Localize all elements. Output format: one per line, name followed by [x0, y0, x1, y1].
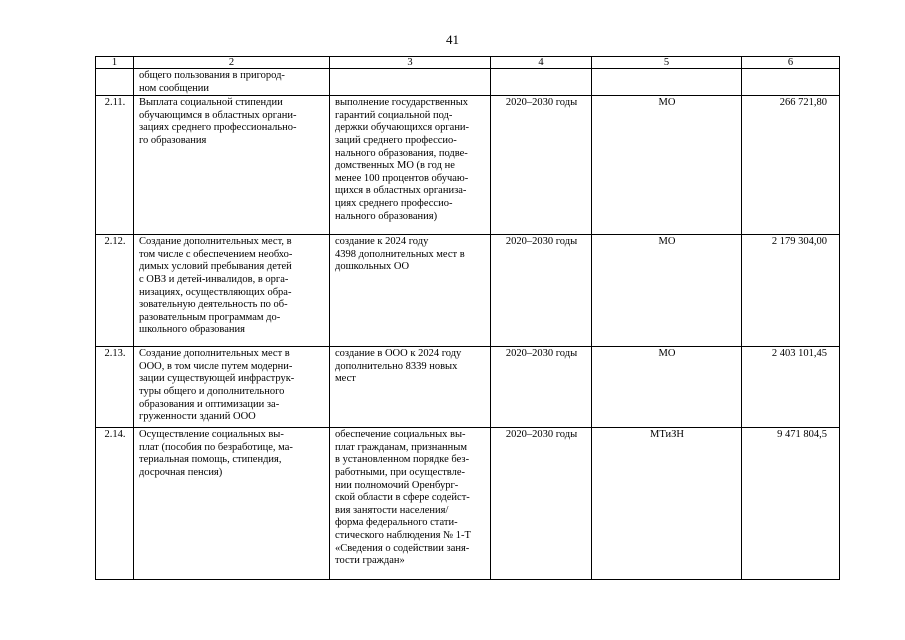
column-header-4: 4 [491, 57, 592, 69]
text-line: 4398 дополнительных мест в [335, 248, 465, 260]
page-number: 41 [446, 32, 459, 47]
row-number: 2.12. [96, 235, 134, 347]
text-line: ской области в сфере содейст- [335, 492, 470, 504]
text-line: общего пользования в пригород- [139, 70, 285, 81]
continuation-description-cell [134, 69, 330, 96]
row-number: 2.13. [96, 347, 134, 428]
text-line: низациях, осуществляющих обра- [139, 286, 292, 298]
continuation-amount-cell [742, 69, 840, 96]
row-number: 2.14. [96, 428, 134, 580]
row-result [330, 347, 491, 428]
table-row [96, 428, 840, 580]
text-line: Создание дополнительных мест в [139, 348, 290, 360]
continuation-result-cell [330, 69, 491, 96]
text-line: школьного образования [139, 324, 245, 336]
text-line: циях среднего профессио- [335, 197, 453, 209]
text-line: создание в ООО к 2024 году [335, 348, 462, 360]
text-line: груженности зданий ООО [139, 411, 256, 423]
text-line: ном сообщении [139, 82, 210, 94]
text-line: дошкольных ОО [335, 261, 410, 273]
text-line: вия занятости населения/ [335, 504, 449, 516]
column-header-3: 3 [330, 57, 491, 69]
text-line: в установленном порядке без- [335, 454, 470, 466]
text-line: нального образования, подве- [335, 147, 468, 159]
row-description [134, 428, 330, 580]
text-line: стического наблюдения № 1-Т [335, 529, 471, 541]
text-line: туры общего и дополнительного [139, 385, 285, 397]
continuation-executor-cell [592, 69, 742, 96]
text-line: дополнительно 8339 новых [335, 360, 458, 372]
text-line: обучающимся в областных органи- [139, 109, 297, 121]
text-line: обеспечение социальных вы- [335, 429, 466, 441]
text-line: териальная помощь, стипендия, [139, 454, 282, 466]
text-line: заций среднего профессио- [335, 134, 457, 146]
text-line: образования и оптимизации за- [139, 398, 280, 410]
row-description [134, 96, 330, 235]
text-line: нального образования) [335, 210, 438, 222]
text-line: зациях среднего профессионально- [139, 122, 297, 134]
text-line: Создание дополнительных мест, в [139, 236, 292, 248]
text-line: нии полномочий Оренбург- [335, 479, 459, 491]
column-header-6: 6 [742, 57, 840, 69]
text-line: щихся в областных организа- [335, 185, 467, 197]
text-line: досрочная пенсия) [139, 466, 223, 478]
row-executor: МО [592, 96, 742, 235]
text-line: разовательным программам до- [139, 311, 281, 323]
row-period: 2020–2030 годы [491, 347, 592, 428]
text-line: плат (пособия по безработице, ма- [139, 441, 293, 453]
text-line: создание к 2024 году [335, 236, 429, 248]
text-line: зации существующей инфраструк- [139, 373, 295, 385]
text-line: выполнение государственных [335, 97, 469, 109]
text-line: менее 100 процентов обучаю- [335, 172, 469, 184]
text-line: димых условий пребывания детей [139, 261, 292, 273]
row-number: 2.11. [96, 96, 134, 235]
row-executor: МТиЗН [592, 428, 742, 580]
text-line: Выплата социальной стипендии [139, 97, 283, 109]
text-line: том числе с обеспечением необхо- [139, 248, 293, 260]
row-period: 2020–2030 годы [491, 428, 592, 580]
column-header-5: 5 [592, 57, 742, 69]
column-header-2: 2 [134, 57, 330, 69]
text-line: форма федерального стати- [335, 517, 458, 529]
text-line: держки обучающихся органи- [335, 122, 470, 134]
text-line: мест [335, 373, 356, 385]
text-line: «Сведения о содействии заня- [335, 542, 470, 554]
row-description [134, 235, 330, 347]
text-line: гарантий социальной под- [335, 109, 453, 121]
program-table [95, 56, 840, 580]
table-row [96, 96, 840, 235]
continuation-num-cell [96, 69, 134, 96]
table-row [96, 347, 840, 428]
row-amount: 266 721,80 [742, 96, 840, 235]
continuation-row [96, 69, 840, 96]
row-period: 2020–2030 годы [491, 235, 592, 347]
row-amount: 9 471 804,5 [742, 428, 840, 580]
row-executor: МО [592, 235, 742, 347]
row-result [330, 235, 491, 347]
row-description [134, 347, 330, 428]
row-result [330, 96, 491, 235]
text-line: го образования [139, 134, 207, 146]
text-line: Осуществление социальных вы- [139, 429, 284, 441]
column-number-row [96, 57, 840, 69]
row-amount: 2 403 101,45 [742, 347, 840, 428]
text-line: плат гражданам, признанным [335, 441, 467, 453]
text-line: ООО, в том числе путем модерни- [139, 360, 293, 372]
text-line: зовательную деятельность по об- [139, 299, 288, 311]
row-amount: 2 179 304,00 [742, 235, 840, 347]
table-row [96, 235, 840, 347]
row-result [330, 428, 491, 580]
text-line: с ОВЗ и детей-инвалидов, в орга- [139, 273, 289, 285]
continuation-period-cell [491, 69, 592, 96]
row-executor: МО [592, 347, 742, 428]
text-line: домственных МО (в год не [335, 160, 455, 172]
text-line: тости граждан» [335, 555, 405, 567]
text-line: работными, при осуществле- [335, 466, 466, 478]
row-period: 2020–2030 годы [491, 96, 592, 235]
column-header-1: 1 [96, 57, 134, 69]
